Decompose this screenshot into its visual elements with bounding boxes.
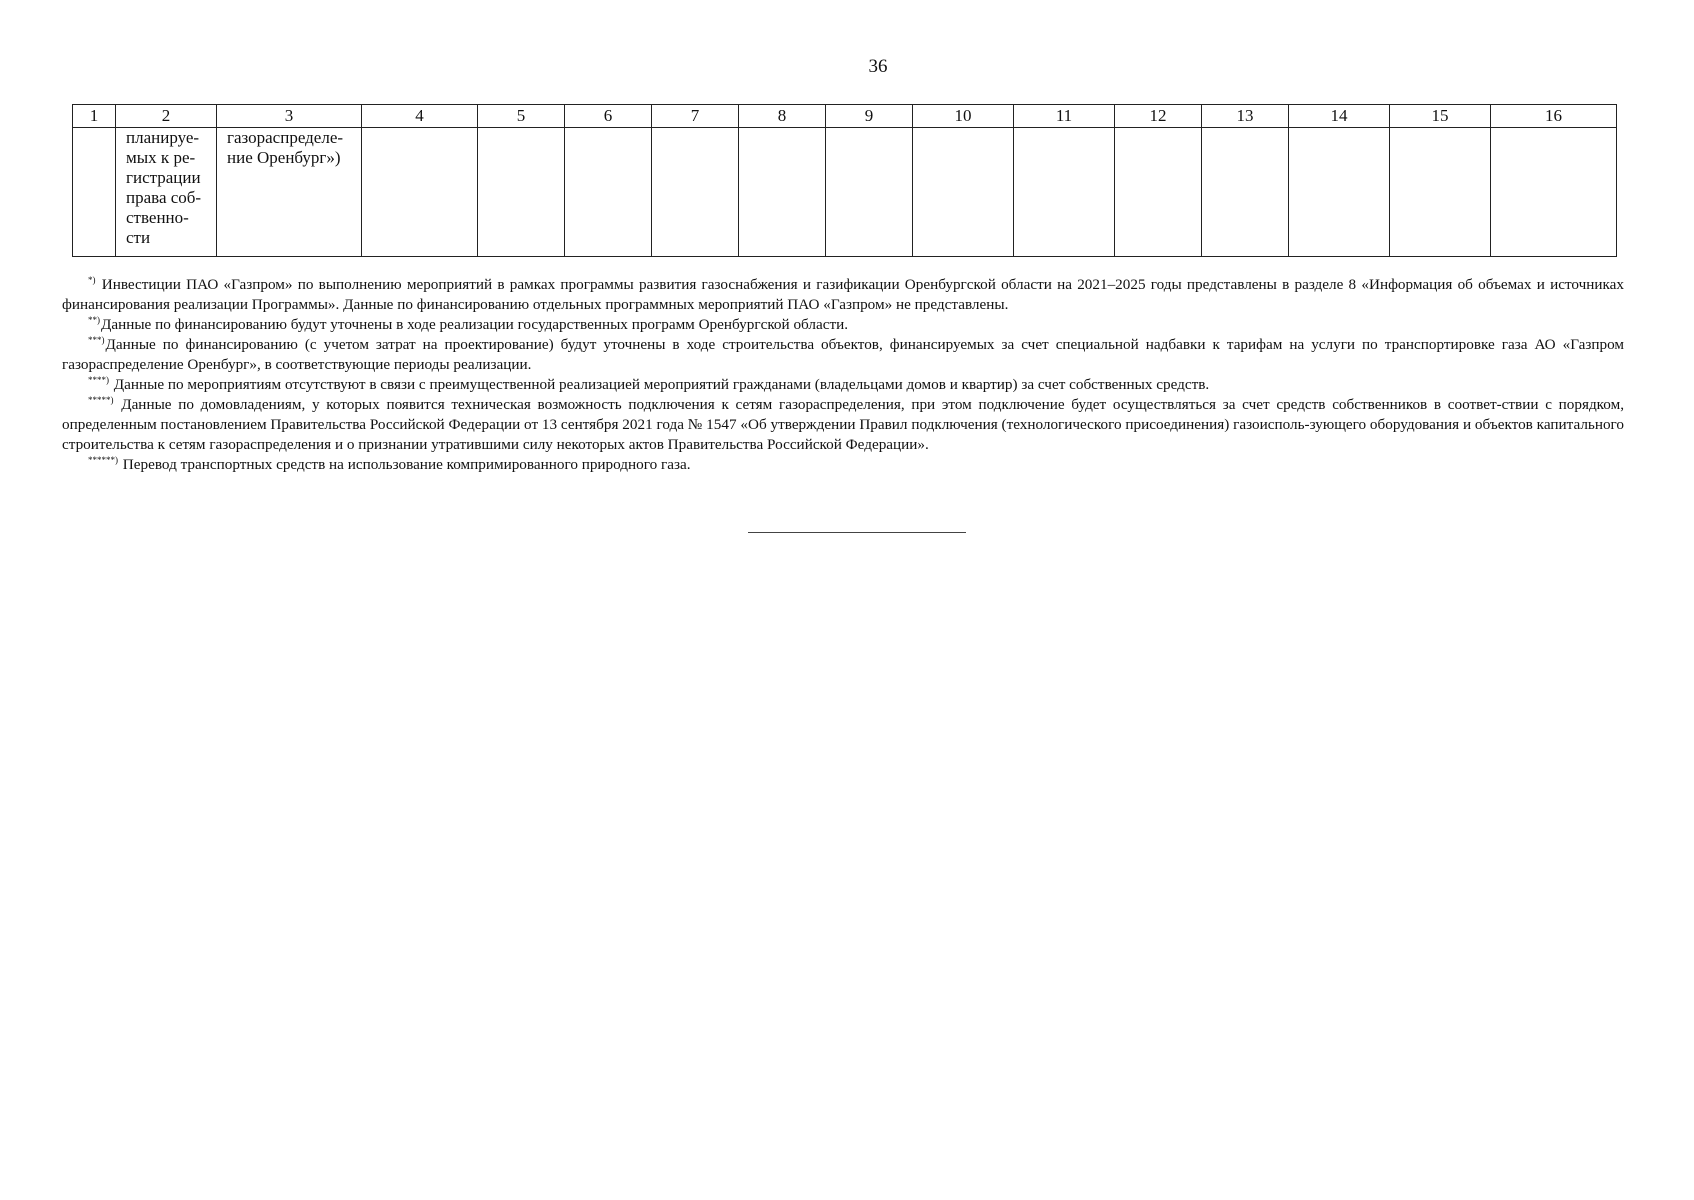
footnote-marker: ***) (88, 335, 105, 345)
column-header: 13 (1202, 105, 1289, 128)
column-header: 14 (1289, 105, 1390, 128)
data-table (72, 104, 1617, 257)
footnote-text: Перевод транспортных средств на использование компримированного природного газа. (119, 456, 691, 473)
table-cell (913, 128, 1014, 257)
column-header: 4 (362, 105, 478, 128)
table-cell (1289, 128, 1390, 257)
table-cell (1390, 128, 1491, 257)
table-cell (1014, 128, 1115, 257)
column-header: 11 (1014, 105, 1115, 128)
footnote-text: Данные по мероприятиям отсутствуют в связи с преимущественной реализацией мероприятий гражданами (владельцами домов и квартир) за счет собственных средств. (110, 376, 1210, 393)
footnote (62, 335, 1624, 375)
column-header: 2 (116, 105, 217, 128)
footnote-text: Данные по домовладениям, у которых появится техническая возможность подключения к сетям газораспределения, при этом подключение будет осуществляться за счет средств собственников в соответ-ствии с порядком, определенным постановлением Правительства Российской Федерации от 13 сентября 2021 года № 1547 «Об утверждении Правил подключения (технологического присоединения) газоисполь-зующего оборудования и объектов капитального строительства к сетям газораспределения и о признании утратившими силу некоторых актов Правительства Российской Федерации». (62, 396, 1624, 453)
footnotes (62, 275, 1624, 475)
table-cell (826, 128, 913, 257)
table-header-row (73, 105, 1617, 128)
table-cell (739, 128, 826, 257)
table-cell (1491, 128, 1617, 257)
column-header: 3 (217, 105, 362, 128)
footnote-marker: *****) (88, 395, 114, 405)
end-rule (748, 532, 966, 533)
table-cell (362, 128, 478, 257)
column-header: 9 (826, 105, 913, 128)
column-header: 5 (478, 105, 565, 128)
footnote-text: Инвестиции ПАО «Газпром» по выполнению мероприятий в рамках программы развития газоснабжения и газификации Оренбургской области на 2021–2025 годы представлены в разделе 8 «Информация об объемах и источниках финансирования реализации Программы». Данные по финансированию отдельных программных мероприятий ПАО «Газпром» не представлены. (62, 276, 1624, 313)
footnote-marker: **) (88, 315, 100, 325)
table-cell (478, 128, 565, 257)
table-cell: газораспределе- ние Оренбург») (217, 128, 362, 257)
column-header: 16 (1491, 105, 1617, 128)
column-header: 7 (652, 105, 739, 128)
column-header: 6 (565, 105, 652, 128)
footnote (62, 375, 1624, 395)
page-number: 36 (868, 56, 888, 77)
footnote-marker: ****) (88, 375, 109, 385)
footnote-text: Данные по финансированию (с учетом затрат на проектирование) будут уточнены в ходе строительства объектов, финансируемых за счет специальной надбавки к тарифам на услуги по транспортировке газа АО «Газпром газораспределение Оренбург», в соответствующие периоды реализации. (62, 336, 1624, 373)
column-header: 1 (73, 105, 116, 128)
footnote-text: Данные по финансированию будут уточнены в ходе реализации государственных программ Оренбургской области. (101, 316, 849, 333)
column-header: 12 (1115, 105, 1202, 128)
table-cell (1115, 128, 1202, 257)
column-header: 15 (1390, 105, 1491, 128)
column-header: 10 (913, 105, 1014, 128)
footnote (62, 275, 1624, 315)
footnote-marker: ******) (88, 455, 118, 465)
table-cell (1202, 128, 1289, 257)
table-cell (73, 128, 116, 257)
table-cell (652, 128, 739, 257)
table-cell: планируе- мых к ре- гистрации права соб- ственно- сти (116, 128, 217, 257)
footnote-marker: *) (88, 275, 96, 285)
footnote (62, 455, 1624, 475)
column-header: 8 (739, 105, 826, 128)
table-row (73, 128, 1617, 257)
table-cell (565, 128, 652, 257)
footnote (62, 315, 1624, 335)
footnote (62, 395, 1624, 455)
